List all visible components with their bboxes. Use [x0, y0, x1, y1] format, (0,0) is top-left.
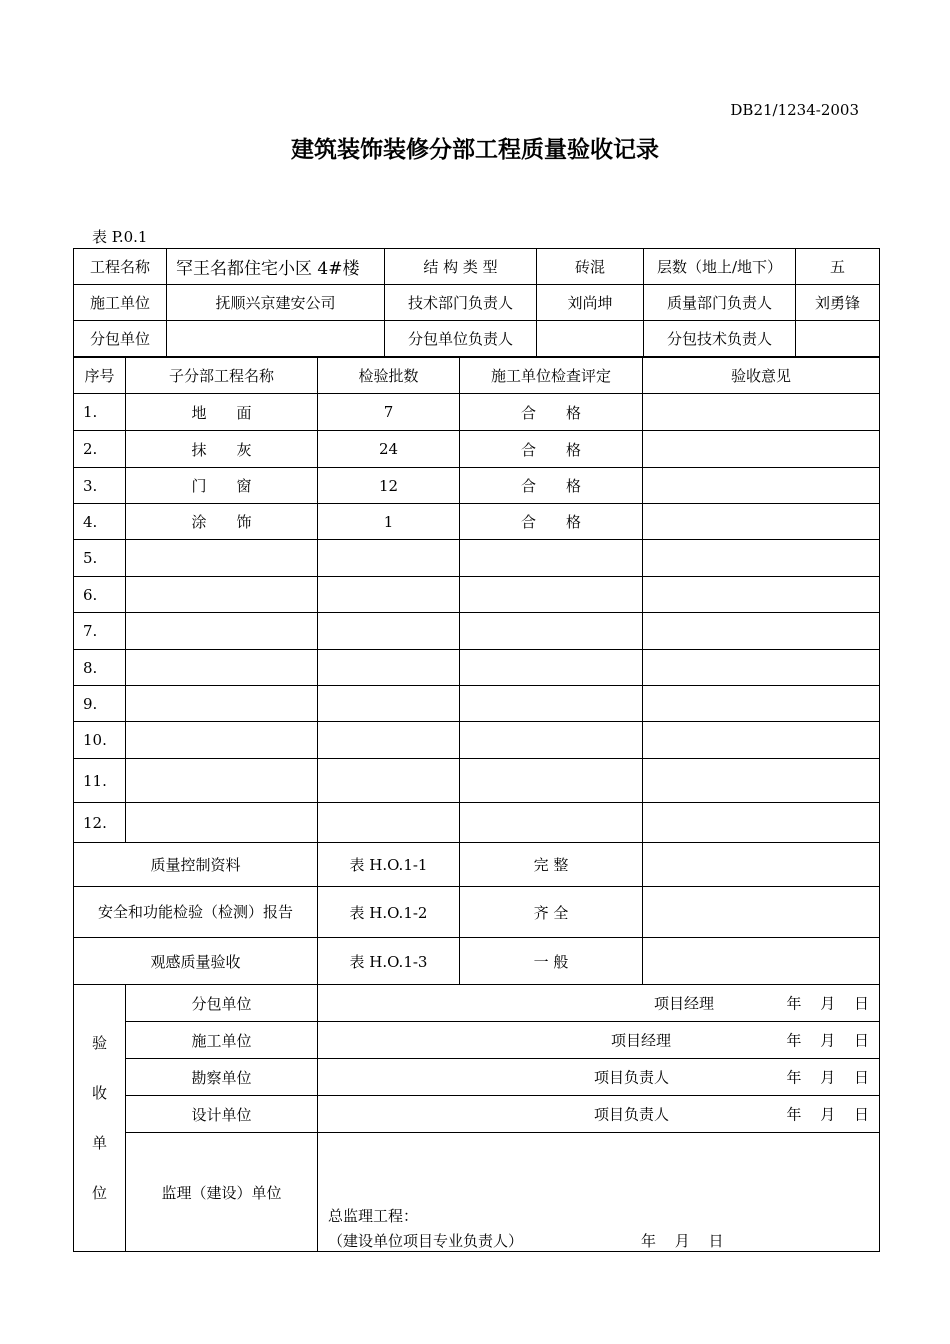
- acceptance-opinion: [643, 394, 880, 431]
- signer-role: 项目负责人: [594, 1105, 670, 1124]
- acceptance-row: [74, 1059, 880, 1096]
- subpart-name: [126, 650, 318, 686]
- owner-head-label: （建设单位项目专业负责人）: [328, 1232, 524, 1250]
- supervisor-signature: [318, 1133, 880, 1252]
- acceptance-signature: [318, 1059, 880, 1096]
- sign-date: 年 月 日: [786, 994, 869, 1013]
- row-number: 4.: [74, 504, 126, 540]
- sub-head-label: 分包单位负责人: [385, 321, 537, 357]
- acceptance-row: [74, 1133, 880, 1252]
- subpart-name: 门 窗: [126, 468, 318, 504]
- column-header-row: [74, 358, 880, 394]
- summary-item: 观感质量验收: [74, 938, 318, 985]
- batch-count: [318, 577, 460, 613]
- row-number: 2.: [74, 431, 126, 468]
- acceptance-row: [74, 985, 880, 1022]
- summary-opinion: [643, 843, 880, 887]
- acceptance-opinion: [643, 468, 880, 504]
- builder-evaluation: 合 格: [460, 394, 643, 431]
- col-header-eval: 施工单位检查评定: [460, 358, 643, 394]
- builder-evaluation: 合 格: [460, 504, 643, 540]
- batch-count: [318, 650, 460, 686]
- side-char: 收: [91, 1084, 107, 1102]
- quality-head-label: 质量部门负责人: [644, 285, 796, 321]
- summary-eval: 一 般: [460, 938, 643, 985]
- table-row: [74, 803, 880, 843]
- batch-count: 1: [318, 504, 460, 540]
- acceptance-signature: [318, 985, 880, 1022]
- builder-evaluation: [460, 577, 643, 613]
- acceptance-signature: [318, 1022, 880, 1059]
- builder-evaluation: 合 格: [460, 431, 643, 468]
- row-number: 1.: [74, 394, 126, 431]
- table-row: [74, 686, 880, 722]
- project-name-label: 工程名称: [74, 249, 167, 285]
- summary-row: [74, 843, 880, 887]
- summary-item: 安全和功能检验（检测）报告: [74, 887, 318, 938]
- acceptance-row: [74, 1022, 880, 1059]
- summary-opinion: [643, 887, 880, 938]
- side-char: 验: [91, 1034, 107, 1052]
- table-row: [74, 431, 880, 468]
- tech-head-label: 技术部门负责人: [385, 285, 537, 321]
- summary-ref: 表 H.O.1-2: [318, 887, 460, 938]
- subpart-name: [126, 613, 318, 650]
- page-title: 建筑装饰装修分部工程质量验收记录: [291, 137, 659, 163]
- info-row: [74, 249, 880, 285]
- project-info-table: [73, 248, 880, 357]
- batch-count: 24: [318, 431, 460, 468]
- subcontractor-label: 分包单位: [74, 321, 167, 357]
- structure-type-label: 结 构 类 型: [385, 249, 537, 285]
- table-row: [74, 722, 880, 759]
- acceptance-unit: 分包单位: [126, 985, 318, 1022]
- row-number: 8.: [74, 650, 126, 686]
- project-name-value: 罕王名都住宅小区 4#楼: [167, 249, 385, 285]
- batch-count: [318, 803, 460, 843]
- col-header-opinion: 验收意见: [643, 358, 880, 394]
- sub-tech-head-value: [796, 321, 880, 357]
- builder-evaluation: [460, 803, 643, 843]
- document-code: DB21/1234-2003: [730, 101, 859, 119]
- row-number: 9.: [74, 686, 126, 722]
- sign-date: 年 月 日: [786, 1068, 869, 1087]
- floors-value: 五: [796, 249, 880, 285]
- col-header-no: 序号: [74, 358, 126, 394]
- builder-evaluation: [460, 759, 643, 803]
- acceptance-opinion: [643, 803, 880, 843]
- batch-count: [318, 759, 460, 803]
- builder-evaluation: [460, 540, 643, 577]
- summary-row: [74, 887, 880, 938]
- supervisor-unit: 监理（建设）单位: [126, 1133, 318, 1252]
- structure-type-value: 砖混: [537, 249, 644, 285]
- batch-count: 12: [318, 468, 460, 504]
- subpart-name: [126, 722, 318, 759]
- subcontractor-value: [167, 321, 385, 357]
- summary-eval: 完 整: [460, 843, 643, 887]
- side-char: 单: [91, 1134, 107, 1152]
- summary-eval: 齐 全: [460, 887, 643, 938]
- subpart-name: 涂 饰: [126, 504, 318, 540]
- quality-head-value: 刘勇锋: [796, 285, 880, 321]
- acceptance-unit: 施工单位: [126, 1022, 318, 1059]
- subpart-name: 抹 灰: [126, 431, 318, 468]
- row-number: 12.: [74, 803, 126, 843]
- summary-ref: 表 H.O.1-1: [318, 843, 460, 887]
- builder-value: 抚顺兴京建安公司: [167, 285, 385, 321]
- table-row: [74, 540, 880, 577]
- table-row: [74, 613, 880, 650]
- acceptance-opinion: [643, 577, 880, 613]
- row-number: 6.: [74, 577, 126, 613]
- subpart-name: 地 面: [126, 394, 318, 431]
- builder-label: 施工单位: [74, 285, 167, 321]
- table-number: 表 P.0.1: [92, 228, 148, 246]
- subpart-name: [126, 759, 318, 803]
- batch-count: 7: [318, 394, 460, 431]
- row-number: 11.: [74, 759, 126, 803]
- row-number: 5.: [74, 540, 126, 577]
- subpart-name: [126, 540, 318, 577]
- sub-tech-head-label: 分包技术负责人: [644, 321, 796, 357]
- tech-head-value: 刘尚坤: [537, 285, 644, 321]
- signer-role: 项目负责人: [594, 1068, 670, 1087]
- acceptance-opinion: [643, 613, 880, 650]
- acceptance-opinion: [643, 686, 880, 722]
- row-number: 7.: [74, 613, 126, 650]
- table-row: [74, 394, 880, 431]
- inspection-table: [73, 357, 880, 1252]
- sign-date: 年 月 日: [786, 1031, 869, 1050]
- signer-role: 项目经理: [654, 994, 715, 1013]
- acceptance-opinion: [643, 431, 880, 468]
- col-header-count: 检验批数: [318, 358, 460, 394]
- sign-date: 年 月 日: [641, 1232, 724, 1250]
- acceptance-side-label: [74, 985, 126, 1252]
- acceptance-signature: [318, 1096, 880, 1133]
- table-row: [74, 759, 880, 803]
- batch-count: [318, 722, 460, 759]
- table-row: [74, 650, 880, 686]
- summary-item: 质量控制资料: [74, 843, 318, 887]
- sign-date: 年 月 日: [786, 1105, 869, 1124]
- acceptance-unit: 设计单位: [126, 1096, 318, 1133]
- summary-row: [74, 938, 880, 985]
- acceptance-opinion: [643, 504, 880, 540]
- builder-evaluation: 合 格: [460, 468, 643, 504]
- sub-head-value: [537, 321, 644, 357]
- chief-supervisor-label: 总监理工程：: [328, 1207, 419, 1225]
- signer-role: 项目经理: [611, 1031, 672, 1050]
- acceptance-row: [74, 1096, 880, 1133]
- info-row: [74, 321, 880, 357]
- batch-count: [318, 540, 460, 577]
- floors-label: 层数（地上/地下）: [644, 249, 796, 285]
- batch-count: [318, 613, 460, 650]
- side-char: 位: [91, 1184, 107, 1202]
- table-row: [74, 468, 880, 504]
- acceptance-unit: 勘察单位: [126, 1059, 318, 1096]
- subpart-name: [126, 686, 318, 722]
- builder-evaluation: [460, 686, 643, 722]
- subpart-name: [126, 577, 318, 613]
- acceptance-opinion: [643, 722, 880, 759]
- subpart-name: [126, 803, 318, 843]
- table-row: [74, 504, 880, 540]
- row-number: 10.: [74, 722, 126, 759]
- summary-ref: 表 H.O.1-3: [318, 938, 460, 985]
- row-number: 3.: [74, 468, 126, 504]
- table-row: [74, 577, 880, 613]
- acceptance-opinion: [643, 540, 880, 577]
- info-row: [74, 285, 880, 321]
- builder-evaluation: [460, 613, 643, 650]
- col-header-name: 子分部工程名称: [126, 358, 318, 394]
- acceptance-opinion: [643, 650, 880, 686]
- summary-opinion: [643, 938, 880, 985]
- builder-evaluation: [460, 722, 643, 759]
- acceptance-opinion: [643, 759, 880, 803]
- batch-count: [318, 686, 460, 722]
- builder-evaluation: [460, 650, 643, 686]
